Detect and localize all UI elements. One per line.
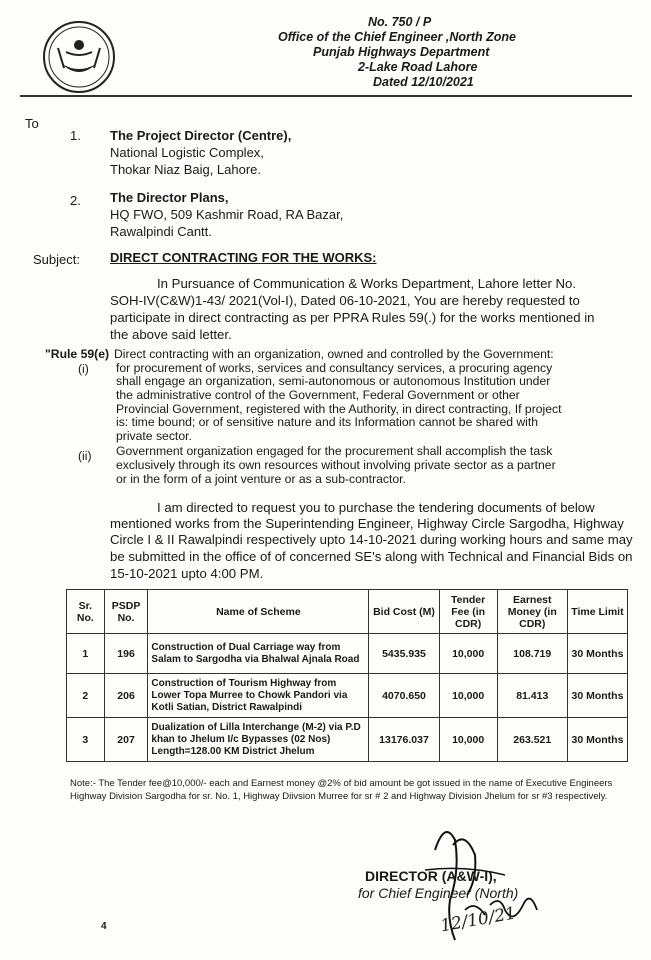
department-name: Punjab Highways Department bbox=[313, 45, 490, 59]
intro-line-3: participate in direct contracting as per PPRA Rules 59(.) for the works mentioned in bbox=[110, 310, 595, 325]
cell-sr: 1 bbox=[67, 634, 105, 674]
subject-text: DIRECT CONTRACTING FOR THE WORKS: bbox=[110, 250, 377, 265]
letter-date: Dated 12/10/2021 bbox=[373, 75, 474, 89]
cell-scheme: Construction of Tourism Highway from Lower Topa Murree to Chowk Pandori via Kotli Satian, District Rawalpindi bbox=[148, 674, 369, 718]
recipient-1-line2: National Logistic Complex, bbox=[110, 145, 264, 160]
cell-time-limit: 30 Months bbox=[567, 674, 627, 718]
cell-earnest-money: 108.719 bbox=[497, 634, 567, 674]
recipient-1-title: The Project Director (Centre), bbox=[110, 128, 292, 143]
rule-label: "Rule 59(e) bbox=[45, 347, 110, 361]
government-logo bbox=[40, 18, 118, 96]
cell-psdp: 207 bbox=[104, 718, 148, 762]
rule-heading: Direct contracting with an organization, owned and controlled by the Government: bbox=[114, 347, 554, 361]
handwritten-date: 12/10/21 bbox=[438, 903, 518, 937]
cell-earnest-money: 263.521 bbox=[497, 718, 567, 762]
table-row bbox=[67, 634, 628, 674]
office-name: Office of the Chief Engineer ,North Zone bbox=[278, 30, 516, 44]
cell-scheme: Construction of Dual Carriage way from Salam to Sargodha via Bhalwal Ajnala Road bbox=[148, 634, 369, 674]
works-table bbox=[66, 589, 628, 762]
directed-line-2: mentioned works from the Superintending Engineer, Highway Circle Sargodha, Highway bbox=[110, 516, 624, 531]
cell-bid-cost: 5435.935 bbox=[369, 634, 439, 674]
intro-line-1: In Pursuance of Communication & Works Department, Lahore letter No. bbox=[157, 276, 577, 291]
to-label: To bbox=[25, 116, 39, 131]
rule-item-i-line: the administrative control of the Government, Federal Government or other bbox=[116, 388, 520, 402]
recipient-2-line2: HQ FWO, 509 Kashmir Road, RA Bazar, bbox=[110, 207, 344, 222]
letter-number: No. 750 / P bbox=[368, 15, 432, 29]
table-header-row bbox=[67, 590, 628, 634]
recipient-2-number: 2. bbox=[70, 193, 81, 208]
note-line-1: Note:- The Tender fee@10,000/- each and Earnest money @2% of bid amount be got issued in the name of Executive Engineers bbox=[70, 778, 613, 789]
rule-item-i-line: Provincial Government, registered with the Authority, in direct contracting, If project bbox=[116, 402, 562, 416]
directed-line-3: Circle I & II Rawalpindi respectively upto 14-10-2021 during working hours and same may bbox=[110, 532, 633, 547]
header-time-limit: Time Limit bbox=[567, 590, 627, 634]
directed-line-5: 15-10-2021 upto 4:00 PM. bbox=[110, 566, 264, 581]
header-sr-no: Sr. No. bbox=[67, 590, 105, 634]
rule-item-i-number: (i) bbox=[78, 362, 89, 376]
directed-line-1: I am directed to request you to purchase the tendering documents of below bbox=[157, 500, 595, 515]
cell-earnest-money: 81.413 bbox=[497, 674, 567, 718]
table-row bbox=[67, 674, 628, 718]
cell-sr: 3 bbox=[67, 718, 105, 762]
recipient-2-title: The Director Plans, bbox=[110, 190, 229, 205]
recipient-1-line3: Thokar Niaz Baig, Lahore. bbox=[110, 162, 262, 177]
cell-bid-cost: 4070.650 bbox=[369, 674, 439, 718]
intro-line-4: the above said letter. bbox=[110, 327, 232, 342]
cell-bid-cost: 13176.037 bbox=[369, 718, 439, 762]
recipient-1-number: 1. bbox=[70, 128, 81, 143]
cell-time-limit: 30 Months bbox=[567, 634, 627, 674]
cell-sr: 2 bbox=[67, 674, 105, 718]
header-divider bbox=[20, 95, 632, 97]
header-earnest-money: Earnest Money (in CDR) bbox=[497, 590, 567, 634]
header-psdp-no: PSDP No. bbox=[104, 590, 148, 634]
cell-tender-fee: 10,000 bbox=[439, 718, 497, 762]
rule-item-i-line: is: time bound; or of sensitive nature and its Information cannot be shared with bbox=[116, 415, 539, 429]
header-scheme-name: Name of Scheme bbox=[148, 590, 369, 634]
rule-item-ii-number: (ii) bbox=[78, 449, 92, 463]
header-bid-cost: Bid Cost (M) bbox=[369, 590, 439, 634]
recipient-2-line3: Rawalpindi Cantt. bbox=[110, 224, 212, 239]
table-row bbox=[67, 718, 628, 762]
rule-item-i-line: shall engage an organization, semi-autonomous or autonomous Institution under bbox=[116, 374, 551, 388]
cell-psdp: 196 bbox=[104, 634, 148, 674]
signature-designation: DIRECTOR (A&W-I), bbox=[365, 868, 497, 884]
rule-item-i-line: for procurement of works, services and consultancy services, a procuring agency bbox=[116, 361, 553, 375]
cell-tender-fee: 10,000 bbox=[439, 674, 497, 718]
rule-item-ii-line: or in the form of a joint venture or as a sub-contractor. bbox=[116, 472, 406, 486]
intro-line-2: SOH-IV(C&W)1-43/ 2021(Vol-I), Dated 06-10-2021, You are hereby requested to bbox=[110, 293, 580, 308]
cell-tender-fee: 10,000 bbox=[439, 634, 497, 674]
header-tender-fee: Tender Fee (in CDR) bbox=[439, 590, 497, 634]
subject-label: Subject: bbox=[33, 252, 80, 267]
cell-scheme: Dualization of Lilla Interchange (M-2) via P.D khan to Jhelum I/c Bypasses (02 Nos) Length=128.00 KM District Jhelum bbox=[148, 718, 369, 762]
rule-item-ii-line: Government organization engaged for the procurement shall accomplish the task bbox=[116, 444, 553, 458]
rule-item-i-line: private sector. bbox=[116, 429, 192, 443]
note-line-2: Highway Division Sargodha for sr. No. 1, Highway Diivsion Murree for sr # 2 and Highway Division Jhelum for sr #3 respectively. bbox=[70, 791, 608, 802]
cell-time-limit: 30 Months bbox=[567, 718, 627, 762]
office-address: 2-Lake Road Lahore bbox=[358, 60, 478, 74]
cell-psdp: 206 bbox=[104, 674, 148, 718]
rule-item-ii-line: exclusively through its own resources without involving private sector as a partner bbox=[116, 458, 556, 472]
page-number: 4 bbox=[101, 921, 107, 932]
directed-line-4: be submitted in the office of of concerned SE's along with Technical and Financial Bids on bbox=[110, 549, 633, 564]
signature-for-line: for Chief Engineer (North) bbox=[358, 885, 519, 901]
